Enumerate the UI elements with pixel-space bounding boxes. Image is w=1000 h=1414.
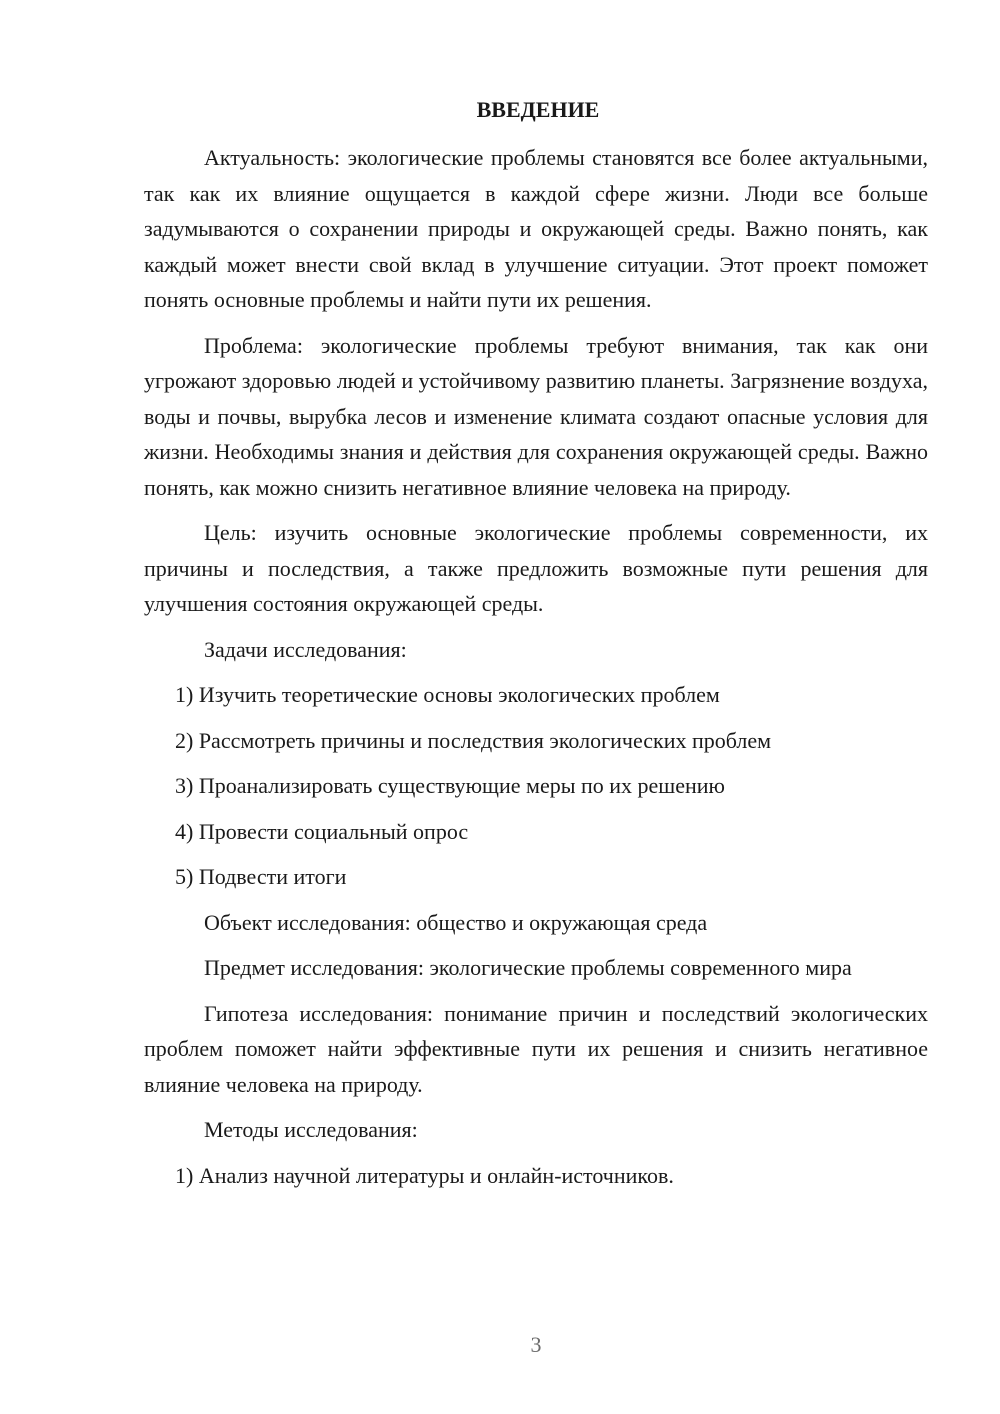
page-number: 3 (530, 1332, 542, 1357)
page-title: ВВЕДЕНИЕ (476, 97, 600, 122)
task-item: 4) Провести социальный опрос (175, 818, 469, 844)
hypothesis-paragraph: Гипотеза исследования: понимание причин и последствий экологических проблем поможет найти эффективные пути их решения и снизить негативное влияние человека на природу. (144, 1000, 928, 1097)
object-line: Объект исследования: общество и окружающая среда (204, 909, 708, 935)
methods-heading: Методы исследования: (204, 1117, 418, 1142)
task-item: 2) Рассмотреть причины и последствия экологических проблем (175, 727, 772, 753)
tasks-heading: Задачи исследования: (204, 636, 407, 662)
goal-paragraph: Цель: изучить основные экологические проблемы современности, их причины и последствия, а также предложить возможные пути решения для улучшения состояния окружающей среды. (144, 520, 928, 616)
task-item: 1) Изучить теоретические основы экологических проблем (175, 682, 720, 707)
problem-paragraph: Проблема: экологические проблемы требуют внимания, так как они угрожают здоровью людей и устойчивому развитию планеты. Загрязнение воздуха, воды и почвы, вырубка лесов и изменение климата создают опасные условия для жизни. Необходимы знания и действия для сохранения окружающей среды. Важно понять, как можно снизить негативное влияние человека на природу. (144, 332, 928, 500)
subject-paragraph: Предмет исследования: экологические проблемы современного мира (204, 955, 852, 980)
method-item: 1) Анализ научной литературы и онлайн-источников. (175, 1162, 674, 1188)
task-item: 3) Проанализировать существующие меры по их решению (175, 773, 725, 798)
task-item: 5) Подвести итоги (175, 864, 347, 889)
relevance-paragraph: Актуальность: экологические проблемы становятся все более актуальными, так как их влияние ощущается в каждой сфере жизни. Люди все больше задумываются о сохранении природы и окружающей среды. Важно понять, как каждый может внести свой вклад в улучшение ситуации. Этот проект поможет понять основные проблемы и найти пути их решения. (144, 145, 928, 312)
